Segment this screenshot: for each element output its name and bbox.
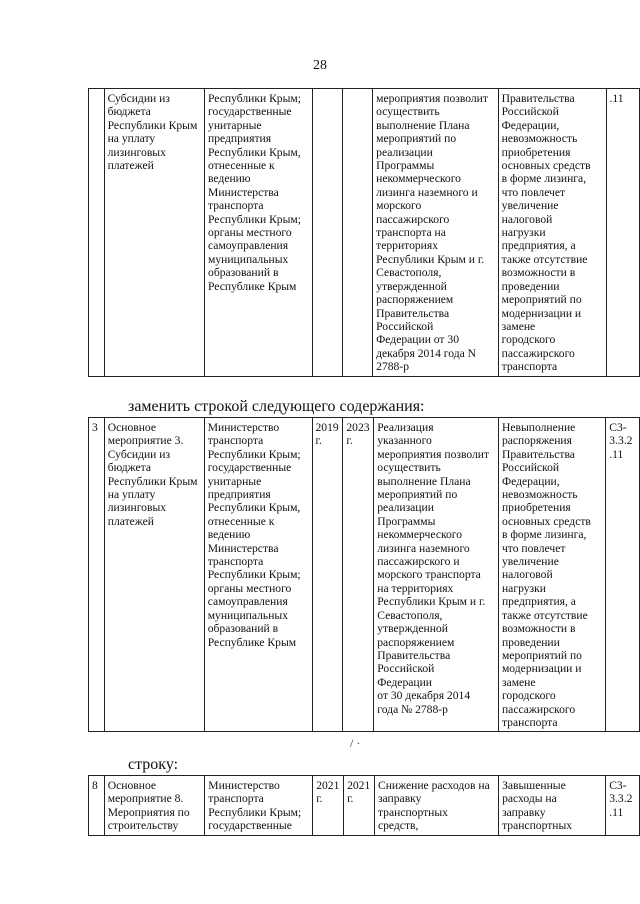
cell-number: 8 — [89, 776, 105, 836]
cell-executors: Министерство транспорта Республики Крым; государственные унитарные предприятия Республики Крым, отнесенные к ведению Министерства транспорта Республики Крым; органы местного самоуправления муниципальных образований в Республике Крым — [204, 418, 312, 732]
cell-activity-name: Основное мероприятие 8. Мероприятия по строительству — [104, 776, 205, 836]
cell-indicator: .11 — [606, 89, 640, 377]
cell-executors: Республики Крым; государственные унитарные предприятия Республики Крым, отнесенные к ведению Министерства транспорта Республики Крым; органы местного самоуправления муниципальных образований в Республике Крым — [205, 89, 313, 377]
cell-year-start: 2021 г. — [313, 776, 344, 836]
pen-mark: / · — [350, 736, 361, 750]
cell-executors: Министерство транспорта Республики Крым; государственные — [205, 776, 313, 836]
row-caption: строку: — [128, 756, 179, 773]
cell-year-end: 2021 г. — [344, 776, 375, 836]
cell-year-start — [313, 89, 343, 377]
cell-year-start: 2019 г. — [312, 418, 343, 732]
cell-expected-result: мероприятия позволит осуществить выполнение Плана мероприятий по реализации Программы некоммерческого лизинга наземного и морского пассажирского транспорта на территориях Республики Крым и г. Севастополя, утвержденной распоряжением Правительства Российской Федерации от 30 декабря 2014 года N 2788-р — [373, 89, 499, 377]
table-next-row — [88, 775, 640, 836]
table-old-row — [88, 88, 640, 377]
cell-year-end — [343, 89, 373, 377]
replace-caption: заменить строкой следующего содержания: — [128, 398, 425, 415]
cell-consequences: Правительства Российской Федерации, невозможность приобретения основных средств в форме лизинга, что повлечет увеличение налоговой нагрузки предприятия, а также отсутствие возможности в проведении мероприятий по модернизации и замене городского пассажирского транспорта — [498, 89, 606, 377]
cell-number: 3 — [89, 418, 105, 732]
cell-consequences: Невыполнение распоряжения Правительства Российской Федерации, невозможность приобретения основных средств в форме лизинга, что повлечет увеличение налоговой нагрузки предприятия, а также отсутствие возможности в проведении мероприятий по модернизации и замене городского пассажирского транспорта — [498, 418, 605, 732]
cell-consequences: Завышенные расходы на заправку транспортных — [499, 776, 606, 836]
table-row — [89, 776, 640, 836]
cell-number — [89, 89, 105, 377]
cell-indicator: С3- 3.3.2 .11 — [606, 418, 640, 732]
table-row — [89, 418, 640, 732]
cell-indicator: С3- 3.3.2 .11 — [606, 776, 640, 836]
table-new-row — [88, 417, 640, 732]
page-number: 28 — [313, 58, 327, 73]
cell-year-end: 2023 г. — [343, 418, 374, 732]
table-row — [89, 89, 640, 377]
cell-expected-result: Снижение расходов на заправку транспортных средств, — [374, 776, 498, 836]
cell-activity-name: Субсидии из бюджета Республики Крым на уплату лизинговых платежей — [104, 89, 204, 377]
cell-expected-result: Реализация указанного мероприятия позволит осуществить выполнение Плана мероприятий по реализации Программы некоммерческого лизинга наземного пассажирского и морского транспорта на территориях Республики Крым и г. Севастополя, утвержденной распоряжением Правительства Российской Федерации от 30 декабря 2014 года № 2788-р — [374, 418, 499, 732]
cell-activity-name: Основное мероприятие 3. Субсидии из бюджета Республики Крым на уплату лизинговых платежей — [104, 418, 204, 732]
